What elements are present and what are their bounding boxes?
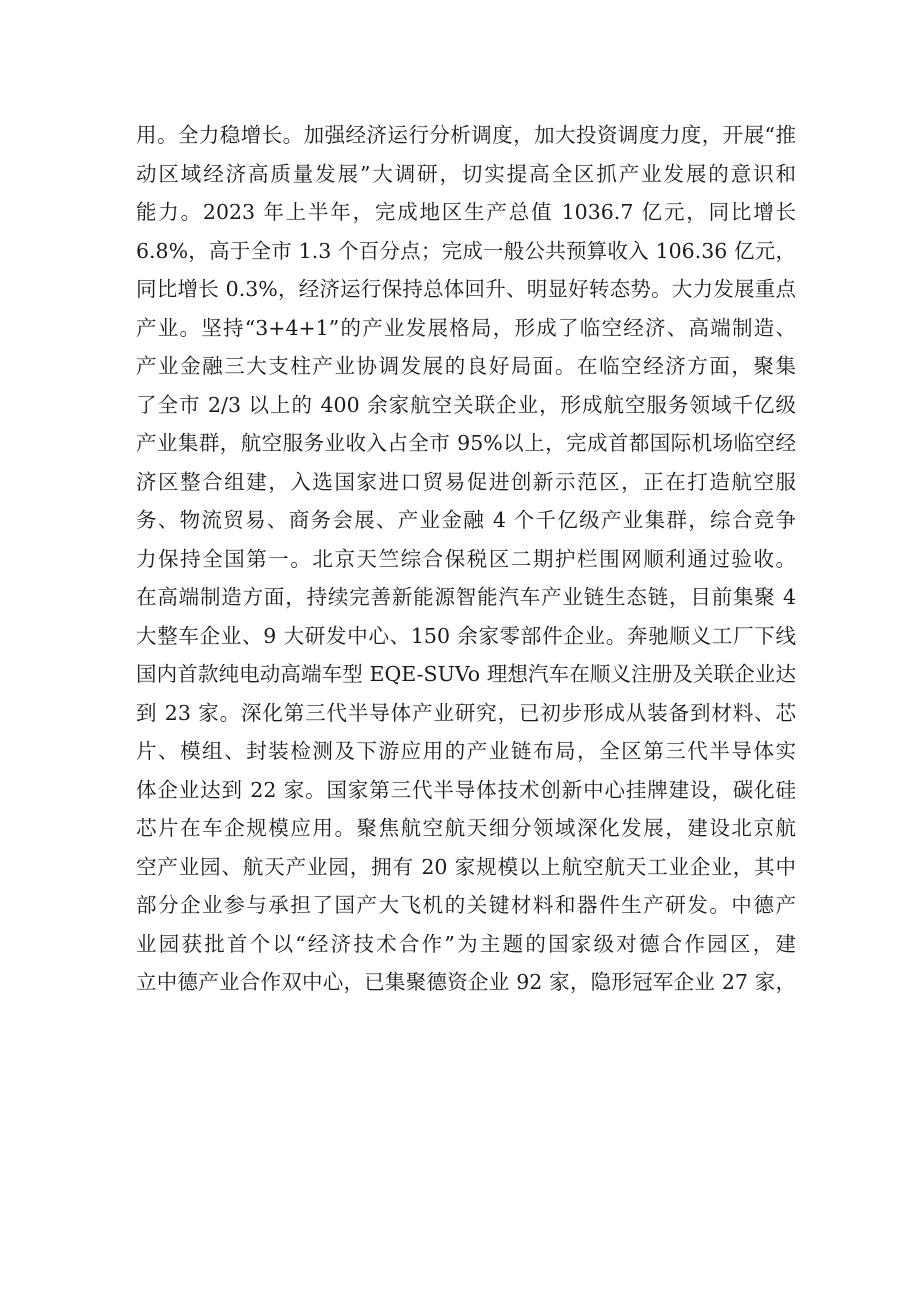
text-line-9: 产业集群，航空服务业收入占全市 95%以上，完成首都国际机场临空经 <box>136 431 796 455</box>
text-line-3: 能力。2023 年上半年，完成地区生产总值 1036.7 亿元，同比增长 <box>136 200 796 224</box>
text-line-13: 在高端制造方面，持续完善新能源智能汽车产业链生态链，目前集聚 4 <box>136 585 796 609</box>
text-line-15: 国内首款纯电动高端车型 EQE-SUVo 理想汽车在顺义注册及关联企业达 <box>136 662 796 686</box>
text-line-10: 济区整合组建，入选国家进口贸易促进创新示范区，正在打造航空服 <box>136 469 796 494</box>
body-text <box>136 116 796 1002</box>
text-line-19: 芯片在车企规模应用。聚焦航空航天细分领域深化发展，建设北京航 <box>136 816 796 840</box>
text-line-11: 务、物流贸易、商务会展、产业金融 4 个千亿级产业集群，综合竞争 <box>136 508 796 532</box>
text-line-22: 业园获批首个以“经济技术合作”为主题的国家级对德合作园区，建 <box>136 931 796 956</box>
text-line-14: 大整车企业、9 大研发中心、150 余家零部件企业。奔驰顺义工厂下线 <box>136 623 796 648</box>
text-line-4: 6.8%，高于全市 1.3 个百分点；完成一般公共预算收入 106.36 亿元， <box>136 238 796 263</box>
text-line-1: 用。全力稳增长。加强经济运行分析调度，加大投资调度力度，开展“推 <box>136 123 796 147</box>
text-line-7: 产业金融三大支柱产业协调发展的良好局面。在临空经济方面，聚集 <box>136 354 796 378</box>
text-line-5: 同比增长 0.3%，经济运行保持总体回升、明显好转态势。大力发展重点 <box>136 277 796 301</box>
text-line-12: 力保持全国第一。北京天竺综合保税区二期护栏围网顺利通过验收。 <box>136 546 796 571</box>
text-line-8: 了全市 2/3 以上的 400 余家航空关联企业，形成航空服务领域千亿级 <box>136 392 796 417</box>
text-line-2: 动区域经济高质量发展”大调研，切实提高全区抓产业发展的意识和 <box>136 161 796 186</box>
text-line-17: 片、模组、封装检测及下游应用的产业链布局，全区第三代半导体实 <box>136 739 796 763</box>
text-line-18: 体企业达到 22 家。国家第三代半导体技术创新中心挂牌建设，碳化硅 <box>136 777 796 802</box>
text-line-6: 产业。坚持“3+4+1”的产业发展格局，形成了临空经济、高端制造、 <box>136 315 796 340</box>
text-line-23: 立中德产业合作双中心，已集聚德资企业 92 家，隐形冠军企业 27 家， <box>136 970 796 994</box>
text-line-20: 空产业园、航天产业园，拥有 20 家规模以上航空航天工业企业，其中 <box>136 854 796 879</box>
text-line-21: 部分企业参与承担了国产大飞机的关键材料和器件生产研发。中德产 <box>136 893 796 917</box>
text-line-16: 到 23 家。深化第三代半导体产业研究，已初步形成从装备到材料、芯 <box>136 700 796 725</box>
